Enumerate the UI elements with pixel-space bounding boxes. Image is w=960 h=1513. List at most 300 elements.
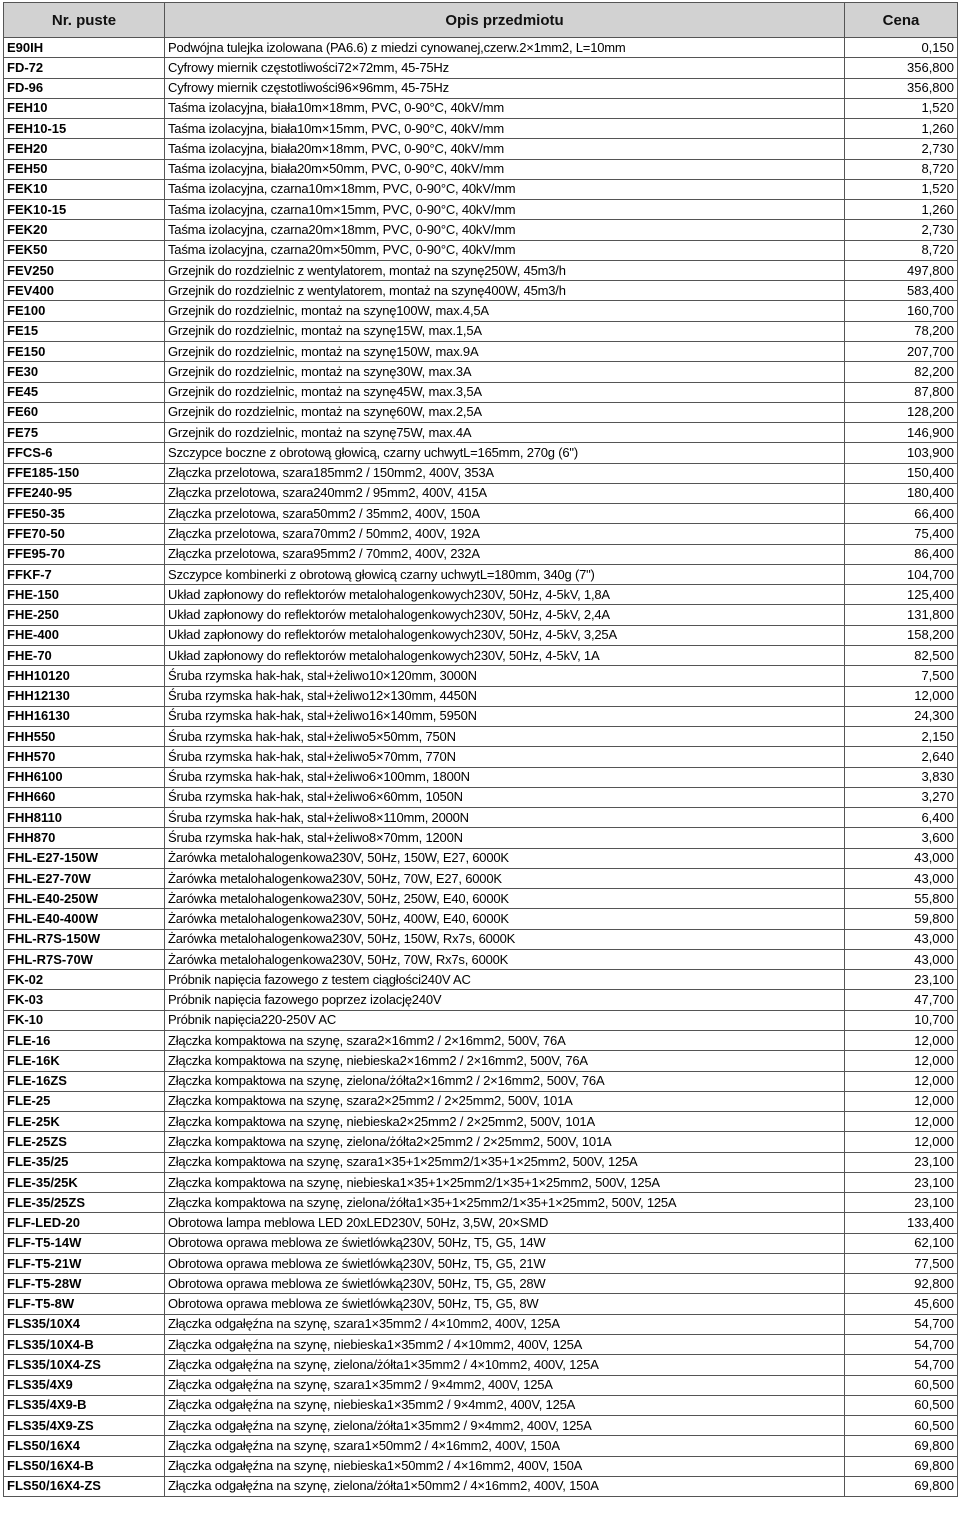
product-number: FHE-150	[4, 585, 165, 605]
table-row	[4, 1274, 958, 1294]
product-description-cell	[165, 645, 845, 665]
product-description: Grzejnik do rozdzielnic z wentylatorem, montaż na szynę400W, 45m3/h	[168, 282, 566, 298]
product-number: FHL-E40-400W	[4, 909, 165, 929]
product-price: 23,100	[845, 1172, 958, 1192]
product-description: Taśma izolacyjna, czarna20m×50mm, PVC, 0-90°C, 40kV/mm	[168, 242, 516, 258]
product-number: FLS50/16X4-ZS	[4, 1476, 165, 1496]
product-price: 2,730	[845, 220, 958, 240]
product-description: Taśma izolacyjna, biała20m×18mm, PVC, 0-90°C, 40kV/mm	[168, 140, 504, 156]
product-number: FFE185-150	[4, 463, 165, 483]
product-description-cell	[165, 98, 845, 118]
product-price: 3,600	[845, 828, 958, 848]
product-number: FLS35/4X9-B	[4, 1395, 165, 1415]
product-price: 160,700	[845, 301, 958, 321]
product-number: FLE-16	[4, 1031, 165, 1051]
table-row	[4, 159, 958, 179]
product-description-cell	[165, 605, 845, 625]
product-number: FLF-T5-8W	[4, 1294, 165, 1314]
product-number: FLF-T5-14W	[4, 1233, 165, 1253]
table-row	[4, 1233, 958, 1253]
product-price: 43,000	[845, 848, 958, 868]
product-description: Śruba rzymska hak-hak, stal+żeliwo6×60mm, 1050N	[168, 789, 463, 805]
product-price: 1,520	[845, 179, 958, 199]
product-price: 8,720	[845, 240, 958, 260]
product-price: 77,500	[845, 1253, 958, 1273]
product-description: Podwójna tulejka izolowana (PA6.6) z miedzi cynowanej,czerw.2×1mm2, L=10mm	[168, 39, 626, 55]
product-number: FEH20	[4, 139, 165, 159]
product-description-cell	[165, 706, 845, 726]
table-row	[4, 1436, 958, 1456]
table-row	[4, 78, 958, 98]
product-description-cell	[165, 808, 845, 828]
product-number: FLE-25	[4, 1091, 165, 1111]
product-number: FLE-16ZS	[4, 1071, 165, 1091]
table-row	[4, 990, 958, 1010]
product-description-cell	[165, 848, 845, 868]
product-number: FLE-25K	[4, 1112, 165, 1132]
product-price: 24,300	[845, 706, 958, 726]
product-description: Złączka odgałęźna na szynę, niebieska1×35mm2 / 9×4mm2, 400V, 125A	[168, 1397, 576, 1413]
product-description-cell	[165, 686, 845, 706]
product-description: Żarówka metalohalogenkowa230V, 50Hz, 70W, E27, 6000K	[168, 870, 502, 886]
product-description: Obrotowa oprawa meblowa ze świetlówką230V, 50Hz, T5, G5, 8W	[168, 1296, 539, 1312]
product-description-cell	[165, 119, 845, 139]
table-row	[4, 747, 958, 767]
product-price: 69,800	[845, 1436, 958, 1456]
product-number: FHE-400	[4, 625, 165, 645]
product-description: Złączka przelotowa, szara50mm2 / 35mm2, 400V, 150A	[168, 505, 480, 521]
product-description-cell	[165, 524, 845, 544]
product-price: 69,800	[845, 1476, 958, 1496]
product-description-cell	[165, 666, 845, 686]
product-price: 59,800	[845, 909, 958, 929]
table-row	[4, 1375, 958, 1395]
product-number: FHL-E27-150W	[4, 848, 165, 868]
product-description: Taśma izolacyjna, biała20m×50mm, PVC, 0-90°C, 40kV/mm	[168, 161, 504, 177]
table-row	[4, 686, 958, 706]
product-price: 10,700	[845, 1010, 958, 1030]
product-description: Żarówka metalohalogenkowa230V, 50Hz, 250W, E40, 6000K	[168, 890, 509, 906]
product-description-cell	[165, 1274, 845, 1294]
product-price: 1,260	[845, 119, 958, 139]
product-description-cell	[165, 159, 845, 179]
product-number: FLS35/10X4-B	[4, 1335, 165, 1355]
product-number: FHL-R7S-150W	[4, 929, 165, 949]
product-description-cell	[165, 139, 845, 159]
table-row	[4, 200, 958, 220]
product-price: 583,400	[845, 281, 958, 301]
table-row	[4, 767, 958, 787]
product-description: Grzejnik do rozdzielnic, montaż na szynę45W, max.3,5A	[168, 384, 482, 400]
table-row	[4, 787, 958, 807]
product-description-cell	[165, 868, 845, 888]
product-price: 23,100	[845, 1193, 958, 1213]
product-description-cell	[165, 362, 845, 382]
product-price: 78,200	[845, 321, 958, 341]
product-description-cell	[165, 321, 845, 341]
product-description: Próbnik napięcia fazowego z testem ciągłości240V AC	[168, 971, 471, 987]
table-row	[4, 909, 958, 929]
product-description: Grzejnik do rozdzielnic, montaż na szynę15W, max.1,5A	[168, 323, 482, 339]
product-number: FLE-25ZS	[4, 1132, 165, 1152]
product-description: Złączka kompaktowa na szynę, niebieska2×25mm2 / 2×25mm2, 500V, 101A	[168, 1113, 595, 1129]
table-row	[4, 321, 958, 341]
product-number: FLE-35/25K	[4, 1172, 165, 1192]
table-row	[4, 1193, 958, 1213]
product-description-cell	[165, 1375, 845, 1395]
product-number: FE30	[4, 362, 165, 382]
product-price: 54,700	[845, 1335, 958, 1355]
product-description: Złączka przelotowa, szara70mm2 / 50mm2, 400V, 192A	[168, 526, 480, 541]
product-price: 12,000	[845, 1031, 958, 1051]
product-description: Cyfrowy miernik częstotliwości72×72mm, 45-75Hz	[168, 59, 449, 75]
product-description-cell	[165, 1213, 845, 1233]
product-description-cell	[165, 564, 845, 584]
product-description-cell	[165, 260, 845, 280]
product-price: 45,600	[845, 1294, 958, 1314]
product-price: 43,000	[845, 929, 958, 949]
product-description-cell	[165, 1294, 845, 1314]
product-price: 0,150	[845, 38, 958, 58]
product-price: 3,830	[845, 767, 958, 787]
product-description-cell	[165, 179, 845, 199]
product-price: 2,640	[845, 747, 958, 767]
product-description-cell	[165, 382, 845, 402]
product-description: Złączka odgałęźna na szynę, szara1×50mm2 / 4×16mm2, 400V, 150A	[168, 1437, 560, 1453]
product-price: 7,500	[845, 666, 958, 686]
product-description-cell	[165, 909, 845, 929]
product-number: E90IH	[4, 38, 165, 58]
product-number: FLS50/16X4	[4, 1436, 165, 1456]
table-row	[4, 341, 958, 361]
product-number: FHE-70	[4, 645, 165, 665]
table-row	[4, 1476, 958, 1496]
table-row	[4, 1314, 958, 1334]
product-price: 2,730	[845, 139, 958, 159]
product-price: 82,500	[845, 645, 958, 665]
product-description: Taśma izolacyjna, biała10m×18mm, PVC, 0-90°C, 40kV/mm	[168, 100, 504, 116]
product-description: Taśma izolacyjna, czarna10m×18mm, PVC, 0-90°C, 40kV/mm	[168, 181, 516, 197]
product-price: 54,700	[845, 1314, 958, 1334]
product-description: Złączka odgałęźna na szynę, zielona/żółta1×35mm2 / 9×4mm2, 400V, 125A	[168, 1417, 592, 1433]
product-price: 60,500	[845, 1416, 958, 1436]
header-row	[4, 3, 958, 38]
table-row	[4, 220, 958, 240]
product-description: Złączka kompaktowa na szynę, szara1×35+1×25mm2/1×35+1×25mm2, 500V, 125A	[168, 1154, 638, 1170]
product-price: 104,700	[845, 564, 958, 584]
product-description-cell	[165, 970, 845, 990]
table-row	[4, 443, 958, 463]
product-price: 1,520	[845, 98, 958, 118]
table-row	[4, 98, 958, 118]
product-number: FE75	[4, 423, 165, 443]
product-number: FHH8110	[4, 808, 165, 828]
product-description: Śruba rzymska hak-hak, stal+żeliwo6×100mm, 1800N	[168, 769, 470, 785]
table-row	[4, 504, 958, 524]
product-number: FHE-250	[4, 605, 165, 625]
product-description: Grzejnik do rozdzielnic, montaż na szynę100W, max.4,5A	[168, 303, 489, 319]
product-description-cell	[165, 1476, 845, 1496]
product-number: FFKF-7	[4, 564, 165, 584]
product-description-cell	[165, 443, 845, 463]
product-price: 133,400	[845, 1213, 958, 1233]
product-number: FD-96	[4, 78, 165, 98]
product-description-cell	[165, 787, 845, 807]
table-row	[4, 463, 958, 483]
product-price: 47,700	[845, 990, 958, 1010]
product-description: Żarówka metalohalogenkowa230V, 50Hz, 70W, Rx7s, 6000K	[168, 951, 509, 967]
table-row	[4, 564, 958, 584]
product-description: Złączka odgałęźna na szynę, niebieska1×50mm2 / 4×16mm2, 400V, 150A	[168, 1458, 583, 1474]
product-description: Złączka odgałęźna na szynę, zielona/żółta1×50mm2 / 4×16mm2, 400V, 150A	[168, 1478, 599, 1494]
product-description-cell	[165, 1253, 845, 1273]
product-description: Układ zapłonowy do reflektorów metalohalogenkowych230V, 50Hz, 4-5kV, 1,8A	[168, 586, 610, 602]
table-row	[4, 382, 958, 402]
table-row	[4, 139, 958, 159]
product-price: 60,500	[845, 1395, 958, 1415]
product-description: Złączka kompaktowa na szynę, zielona/żółta2×16mm2 / 2×16mm2, 500V, 76A	[168, 1073, 605, 1089]
product-description: Układ zapłonowy do reflektorów metalohalogenkowych230V, 50Hz, 4-5kV, 1A	[168, 647, 600, 663]
product-number: FHH16130	[4, 706, 165, 726]
product-price: 1,260	[845, 200, 958, 220]
product-description: Grzejnik do rozdzielnic z wentylatorem, montaż na szynę250W, 45m3/h	[168, 262, 566, 278]
table-row	[4, 119, 958, 139]
product-description: Taśma izolacyjna, biała10m×15mm, PVC, 0-90°C, 40kV/mm	[168, 120, 504, 136]
table-row	[4, 1355, 958, 1375]
table-row	[4, 1132, 958, 1152]
table-row	[4, 1416, 958, 1436]
product-price: 3,270	[845, 787, 958, 807]
product-description: Obrotowa lampa meblowa LED 20xLED230V, 50Hz, 3,5W, 20×SMD	[168, 1215, 549, 1231]
product-description-cell	[165, 38, 845, 58]
product-description: Złączka kompaktowa na szynę, zielona/żółta2×25mm2 / 2×25mm2, 500V, 101A	[168, 1133, 612, 1149]
product-description: Próbnik napięcia fazowego poprzez izolację240V	[168, 992, 442, 1008]
product-description: Taśma izolacyjna, czarna10m×15mm, PVC, 0-90°C, 40kV/mm	[168, 201, 516, 217]
table-row	[4, 179, 958, 199]
product-number: FEK10	[4, 179, 165, 199]
product-number: FLE-35/25	[4, 1152, 165, 1172]
product-description-cell	[165, 504, 845, 524]
product-description-cell	[165, 1071, 845, 1091]
product-description: Złączka kompaktowa na szynę, szara2×16mm2 / 2×16mm2, 500V, 76A	[168, 1032, 566, 1048]
product-price: 54,700	[845, 1355, 958, 1375]
product-price: 158,200	[845, 625, 958, 645]
product-description-cell	[165, 1051, 845, 1071]
table-row	[4, 544, 958, 564]
product-number: FLF-T5-21W	[4, 1253, 165, 1273]
table-row	[4, 402, 958, 422]
header-nr: Nr. puste	[4, 3, 165, 38]
product-description: Szczypce kombinerki z obrotową głowicą czarny uchwytL=180mm, 340g (7")	[168, 566, 595, 582]
product-description-cell	[165, 341, 845, 361]
product-price: 43,000	[845, 868, 958, 888]
table-row	[4, 625, 958, 645]
product-number: FFE240-95	[4, 483, 165, 503]
product-description: Złączka kompaktowa na szynę, szara2×25mm2 / 2×25mm2, 500V, 101A	[168, 1093, 573, 1109]
product-description-cell	[165, 747, 845, 767]
product-price: 12,000	[845, 686, 958, 706]
product-description: Żarówka metalohalogenkowa230V, 50Hz, 400W, E40, 6000K	[168, 911, 509, 927]
product-description: Złączka odgałęźna na szynę, zielona/żółta1×35mm2 / 4×10mm2, 400V, 125A	[168, 1356, 599, 1372]
product-description: Próbnik napięcia220-250V AC	[168, 1012, 337, 1028]
product-description-cell	[165, 200, 845, 220]
product-number: FFE50-35	[4, 504, 165, 524]
product-description-cell	[165, 1132, 845, 1152]
table-row	[4, 666, 958, 686]
table-row	[4, 1253, 958, 1273]
product-price: 180,400	[845, 483, 958, 503]
table-row	[4, 1172, 958, 1192]
table-row	[4, 1395, 958, 1415]
product-description: Śruba rzymska hak-hak, stal+żeliwo10×120mm, 3000N	[168, 667, 477, 683]
table-row	[4, 1010, 958, 1030]
product-description: Śruba rzymska hak-hak, stal+żeliwo8×70mm, 1200N	[168, 829, 463, 845]
product-number: FHH550	[4, 727, 165, 747]
product-price: 8,720	[845, 159, 958, 179]
product-number: FLF-LED-20	[4, 1213, 165, 1233]
product-description: Złączka kompaktowa na szynę, niebieska2×16mm2 / 2×16mm2, 500V, 76A	[168, 1052, 588, 1068]
table-row	[4, 362, 958, 382]
table-row	[4, 38, 958, 58]
table-row	[4, 301, 958, 321]
product-description-cell	[165, 78, 845, 98]
product-number: FEK50	[4, 240, 165, 260]
product-description-cell	[165, 1233, 845, 1253]
product-description-cell	[165, 585, 845, 605]
product-description-cell	[165, 889, 845, 909]
product-description-cell	[165, 727, 845, 747]
product-description-cell	[165, 402, 845, 422]
product-number: FFCS-6	[4, 443, 165, 463]
product-price: 356,800	[845, 58, 958, 78]
product-price: 128,200	[845, 402, 958, 422]
product-price: 23,100	[845, 1152, 958, 1172]
product-number: FHL-E40-250W	[4, 889, 165, 909]
product-number: FK-02	[4, 970, 165, 990]
product-description: Cyfrowy miernik częstotliwości96×96mm, 45-75Hz	[168, 80, 449, 96]
product-description-cell	[165, 1031, 845, 1051]
product-price: 12,000	[845, 1091, 958, 1111]
product-number: FEH10-15	[4, 119, 165, 139]
product-number: FEH50	[4, 159, 165, 179]
product-number: FEV250	[4, 260, 165, 280]
table-row	[4, 585, 958, 605]
product-number: FLF-T5-28W	[4, 1274, 165, 1294]
product-description: Obrotowa oprawa meblowa ze świetlówką230V, 50Hz, T5, G5, 28W	[168, 1275, 546, 1291]
product-number: FEK20	[4, 220, 165, 240]
product-description-cell	[165, 767, 845, 787]
product-description-cell	[165, 1335, 845, 1355]
product-price: 92,800	[845, 1274, 958, 1294]
product-description: Śruba rzymska hak-hak, stal+żeliwo5×50mm, 750N	[168, 728, 456, 744]
table-row	[4, 605, 958, 625]
table-row	[4, 868, 958, 888]
product-price: 12,000	[845, 1071, 958, 1091]
product-description-cell	[165, 1112, 845, 1132]
product-description: Złączka odgałęźna na szynę, szara1×35mm2 / 4×10mm2, 400V, 125A	[168, 1316, 560, 1332]
product-number: FEH10	[4, 98, 165, 118]
product-number: FLE-16K	[4, 1051, 165, 1071]
product-price: 66,400	[845, 504, 958, 524]
product-description-cell	[165, 949, 845, 969]
product-number: FHH660	[4, 787, 165, 807]
product-price: 103,900	[845, 443, 958, 463]
product-description-cell	[165, 1436, 845, 1456]
product-number: FE100	[4, 301, 165, 321]
product-description: Szczypce boczne z obrotową głowicą, czarny uchwytL=165mm, 270g (6")	[168, 444, 578, 460]
product-description: Obrotowa oprawa meblowa ze świetlówką230V, 50Hz, T5, G5, 21W	[168, 1255, 546, 1271]
price-list-table	[3, 2, 958, 1497]
table-row	[4, 240, 958, 260]
product-number: FEK10-15	[4, 200, 165, 220]
product-price: 43,000	[845, 949, 958, 969]
table-row	[4, 281, 958, 301]
product-price: 131,800	[845, 605, 958, 625]
product-price: 69,800	[845, 1456, 958, 1476]
product-price: 62,100	[845, 1233, 958, 1253]
table-row	[4, 1456, 958, 1476]
product-price: 12,000	[845, 1112, 958, 1132]
product-description-cell	[165, 1091, 845, 1111]
product-description-cell	[165, 301, 845, 321]
table-row	[4, 929, 958, 949]
product-price: 150,400	[845, 463, 958, 483]
table-row	[4, 1071, 958, 1091]
product-price: 2,150	[845, 727, 958, 747]
product-number: FHH870	[4, 828, 165, 848]
table-row	[4, 970, 958, 990]
product-number: FHL-R7S-70W	[4, 949, 165, 969]
product-number: FHL-E27-70W	[4, 868, 165, 888]
product-description: Złączka przelotowa, szara240mm2 / 95mm2, 400V, 415A	[168, 485, 487, 501]
table-row	[4, 1112, 958, 1132]
product-description-cell	[165, 1172, 845, 1192]
product-description-cell	[165, 1152, 845, 1172]
product-number: FFE70-50	[4, 524, 165, 544]
product-price: 497,800	[845, 260, 958, 280]
product-number: FK-10	[4, 1010, 165, 1030]
product-description: Złączka odgałęźna na szynę, niebieska1×35mm2 / 4×10mm2, 400V, 125A	[168, 1336, 583, 1352]
table-row	[4, 706, 958, 726]
product-number: FD-72	[4, 58, 165, 78]
product-price: 125,400	[845, 585, 958, 605]
table-row	[4, 1213, 958, 1233]
product-description: Obrotowa oprawa meblowa ze świetlówką230V, 50Hz, T5, G5, 14W	[168, 1235, 546, 1251]
product-price: 356,800	[845, 78, 958, 98]
table-row	[4, 1031, 958, 1051]
product-description-cell	[165, 625, 845, 645]
product-number: FLS35/10X4-ZS	[4, 1355, 165, 1375]
product-description: Złączka przelotowa, szara185mm2 / 150mm2, 400V, 353A	[168, 465, 494, 481]
product-description-cell	[165, 1314, 845, 1334]
product-description: Grzejnik do rozdzielnic, montaż na szynę30W, max.3A	[168, 363, 472, 379]
table-row	[4, 645, 958, 665]
product-price: 82,200	[845, 362, 958, 382]
product-price: 12,000	[845, 1051, 958, 1071]
product-price: 6,400	[845, 808, 958, 828]
product-description: Grzejnik do rozdzielnic, montaż na szynę150W, max.9A	[168, 343, 479, 359]
header-price: Cena	[845, 3, 958, 38]
product-description-cell	[165, 281, 845, 301]
product-description-cell	[165, 1355, 845, 1375]
product-description-cell	[165, 990, 845, 1010]
product-description: Układ zapłonowy do reflektorów metalohalogenkowych230V, 50Hz, 4-5kV, 3,25A	[168, 627, 617, 643]
table-row	[4, 727, 958, 747]
product-price: 23,100	[845, 970, 958, 990]
product-number: FHH570	[4, 747, 165, 767]
product-description: Grzejnik do rozdzielnic, montaż na szynę60W, max.2,5A	[168, 404, 482, 420]
product-description: Złączka kompaktowa na szynę, niebieska1×35+1×25mm2/1×35+1×25mm2, 500V, 125A	[168, 1174, 660, 1190]
